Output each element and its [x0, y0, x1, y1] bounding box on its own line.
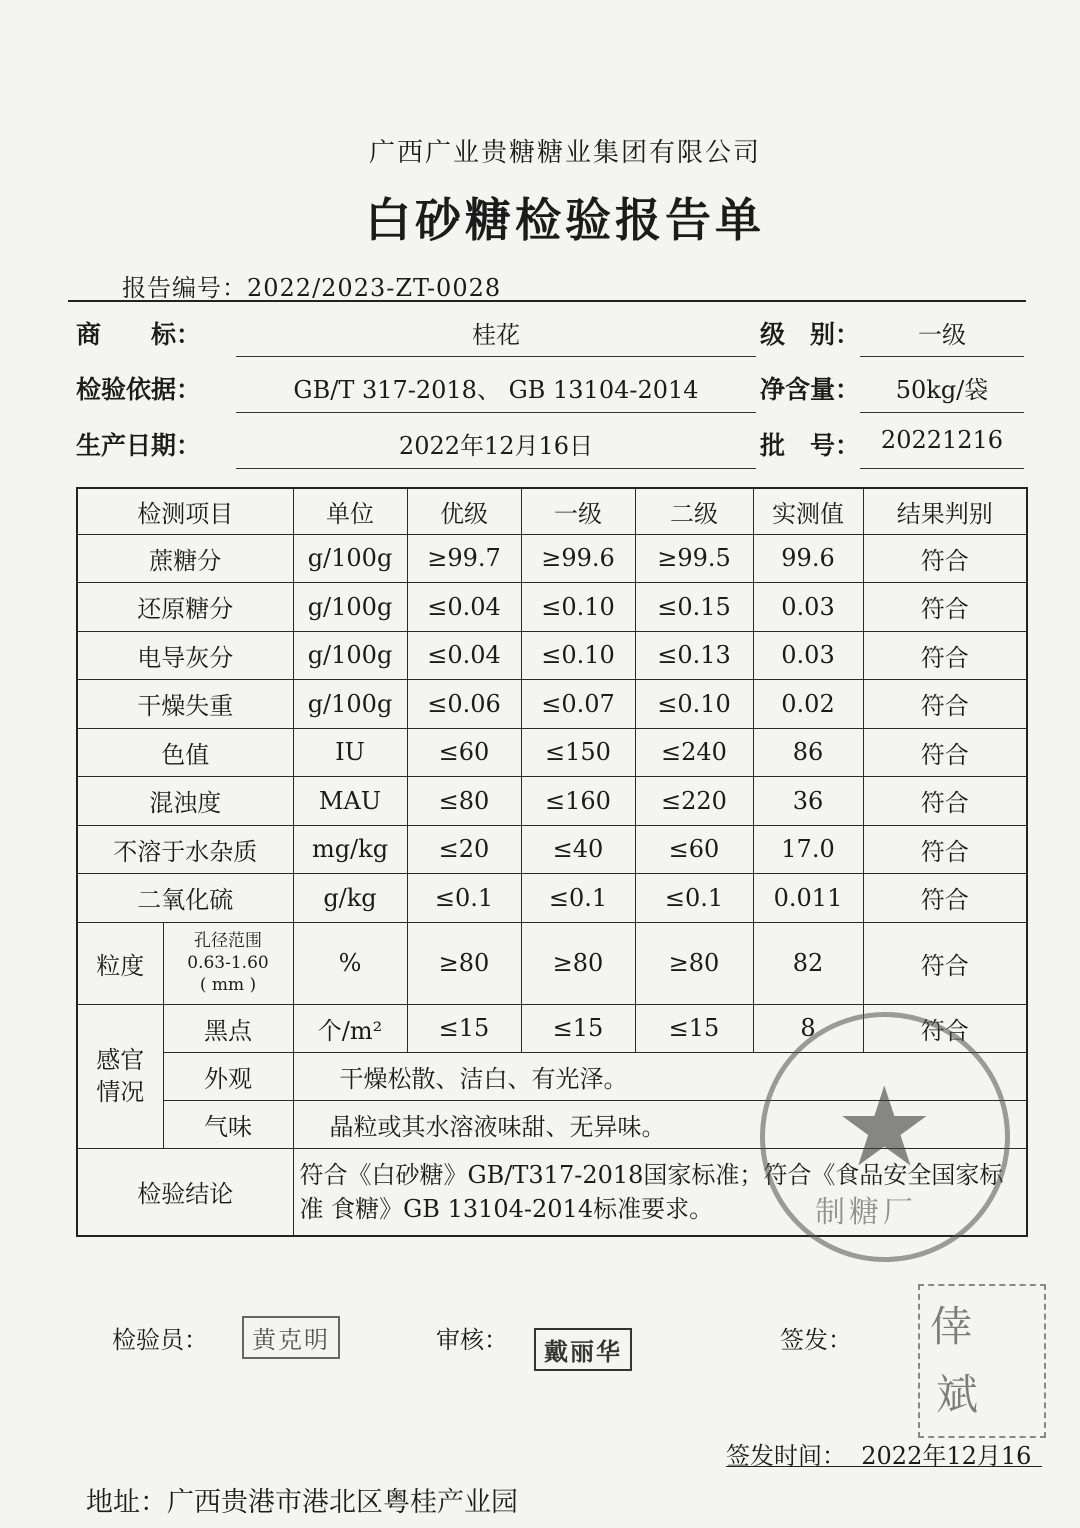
table-cell: 符合 [863, 1004, 1027, 1052]
batch-label: 批 号： [760, 431, 861, 460]
table-cell: g/100g [293, 631, 407, 680]
table-row [77, 728, 1027, 777]
header-cell: 实测值 [753, 488, 863, 534]
inspector-stamp: 黄克明 [242, 1316, 340, 1359]
table-cell: ≤0.04 [407, 631, 521, 680]
report-number-value: 2022/2023-ZT-0028 [247, 274, 502, 302]
table-row [77, 583, 1027, 632]
table-cell: ≥99.6 [521, 534, 635, 583]
star-icon: ★ [835, 1063, 934, 1191]
table-cell: % [293, 922, 407, 1004]
footer-address [86, 1480, 518, 1519]
table-cell: g/100g [293, 583, 407, 632]
table-cell: 符合 [863, 874, 1027, 923]
table-cell: 0.011 [753, 874, 863, 923]
table-cell: 0.03 [753, 631, 863, 680]
batch-value: 20221216 [880, 426, 1004, 454]
table-cell: 符合 [863, 680, 1027, 729]
conclusion-label: 检验结论 [77, 1148, 293, 1236]
granularity-row [77, 922, 1027, 1004]
table-cell: ≤60 [407, 728, 521, 777]
grade-underline [860, 356, 1024, 357]
top-rule [68, 300, 1026, 302]
brand-label: 商 标： [76, 320, 202, 349]
table-cell: ≤15 [635, 1004, 753, 1052]
reviewer-label: 审核： [436, 1326, 508, 1354]
table-cell: ≥80 [635, 922, 753, 1004]
table-cell: ≥80 [407, 922, 521, 1004]
table-cell: ≥99.5 [635, 534, 753, 583]
sensory-label: 感官情况 [77, 1004, 163, 1148]
table-cell: 17.0 [753, 825, 863, 874]
table-cell: ≤20 [407, 825, 521, 874]
table-cell: 外观 [163, 1052, 293, 1100]
table-row [77, 680, 1027, 729]
table-cell: ≤0.10 [521, 631, 635, 680]
table-cell: 符合 [863, 534, 1027, 583]
header-cell: 二级 [635, 488, 753, 534]
table-cell: g/100g [293, 680, 407, 729]
seal-text: 制糖厂 [815, 1195, 917, 1230]
batch-underline [860, 468, 1024, 469]
header-cell: 检测项目 [77, 488, 293, 534]
signature-char: 倖 [930, 1302, 973, 1351]
table-cell: ≤15 [407, 1004, 521, 1052]
table-cell: 黑点 [163, 1004, 293, 1052]
issuer-signature-stamp [918, 1284, 1046, 1438]
table-cell: 82 [753, 922, 863, 1004]
table-cell: 0.03 [753, 583, 863, 632]
table-cell: 符合 [863, 922, 1027, 1004]
grade-label: 级 别： [760, 320, 861, 349]
granularity-sub-range: 0.63-1.60 [187, 953, 269, 973]
table-cell: 个/m² [293, 1004, 407, 1052]
table-cell: 99.6 [753, 534, 863, 583]
table-cell: ≤0.10 [521, 583, 635, 632]
basis-value: GB/T 317-2018、 GB 13104-2014 [293, 376, 699, 404]
table-cell: MAU [293, 777, 407, 826]
date-label: 生产日期： [76, 431, 202, 460]
official-seal [760, 1012, 1010, 1262]
address-label: 地址： [86, 1487, 167, 1518]
conclusion-value: 符合《白砂糖》GB/T317-2018国家标准；符合《食品安全国家标准 食糖》GB 13104-2014标准要求。 [293, 1148, 1027, 1236]
issue-time-value: 2022年12月16 [861, 1442, 1032, 1470]
table-cell: g/100g [293, 534, 407, 583]
issue-time-underline [726, 1466, 1042, 1467]
table-cell: ≤0.06 [407, 680, 521, 729]
table-cell: ≤0.07 [521, 680, 635, 729]
basis-label: 检验依据： [76, 375, 202, 404]
net-value: 50kg/袋 [895, 376, 989, 404]
item-name-cell: 不溶于水杂质 [77, 825, 293, 874]
table-header-row [77, 488, 1027, 534]
table-cell: 8 [753, 1004, 863, 1052]
table-cell: 36 [753, 777, 863, 826]
table-body [77, 534, 1027, 922]
granularity-range-cell [163, 922, 293, 1004]
granularity-sub-unit: ( mm ) [199, 975, 257, 995]
table-cell: ≤0.13 [635, 631, 753, 680]
granularity-label: 粒度 [77, 922, 163, 1004]
table-cell: ≤0.1 [635, 874, 753, 923]
item-name-cell: 蔗糖分 [77, 534, 293, 583]
granularity-sub-title: 孔径范围 [194, 931, 262, 951]
date-underline [236, 468, 756, 469]
table-cell: 0.02 [753, 680, 863, 729]
table-cell: ≤220 [635, 777, 753, 826]
brand-value: 桂花 [472, 321, 520, 349]
table-row [77, 777, 1027, 826]
table-cell: 符合 [863, 777, 1027, 826]
table-cell: 符合 [863, 583, 1027, 632]
item-name-cell: 混浊度 [77, 777, 293, 826]
basis-underline [236, 412, 756, 413]
table-cell: ≤0.1 [521, 874, 635, 923]
reviewer-stamp: 戴丽华 [534, 1328, 632, 1371]
item-name-cell: 色值 [77, 728, 293, 777]
header-cell: 单位 [293, 488, 407, 534]
header-cell: 结果判别 [863, 488, 1027, 534]
table-cell: ≤0.10 [635, 680, 753, 729]
table-cell: ≤80 [407, 777, 521, 826]
appearance-value: 干燥松散、洁白、有光泽。 [293, 1052, 1027, 1100]
table-cell: ≤0.15 [635, 583, 753, 632]
item-name-cell: 二氧化硫 [77, 874, 293, 923]
issuer-label: 签发： [780, 1326, 852, 1354]
issue-time-label: 签发时间： [726, 1442, 846, 1470]
grade-value: 一级 [918, 321, 966, 349]
net-label: 净含量： [760, 375, 861, 404]
report-title: 白砂糖检验报告单 [365, 193, 765, 247]
table-cell: ≤15 [521, 1004, 635, 1052]
table-row [77, 631, 1027, 680]
report-number [122, 268, 501, 303]
table-cell: 气味 [163, 1100, 293, 1148]
table-cell: 符合 [863, 825, 1027, 874]
table-cell: mg/kg [293, 825, 407, 874]
inspector-label: 检验员： [112, 1326, 208, 1354]
table-cell: ≥80 [521, 922, 635, 1004]
table-cell: 86 [753, 728, 863, 777]
signature-char: 斌 [936, 1370, 979, 1419]
item-name-cell: 电导灰分 [77, 631, 293, 680]
address-value: 广西贵港市港北区粤桂产业园 [167, 1487, 518, 1518]
table-cell: ≤0.1 [407, 874, 521, 923]
table-cell: IU [293, 728, 407, 777]
table-cell: ≤160 [521, 777, 635, 826]
net-underline [860, 412, 1024, 413]
table-cell: ≤240 [635, 728, 753, 777]
table-cell: ≤40 [521, 825, 635, 874]
table-cell: ≤0.04 [407, 583, 521, 632]
table-cell: ≤150 [521, 728, 635, 777]
table-cell: g/kg [293, 874, 407, 923]
date-value: 2022年12月16日 [398, 432, 594, 460]
brand-underline [236, 356, 756, 357]
table-cell: 符合 [863, 631, 1027, 680]
table-row [77, 825, 1027, 874]
smell-value: 晶粒或其水溶液味甜、无异味。 [293, 1100, 1027, 1148]
company-name: 广西广业贵糖糖业集团有限公司 [368, 138, 761, 168]
table-cell: ≥99.7 [407, 534, 521, 583]
table-row [77, 534, 1027, 583]
item-name-cell: 还原糖分 [77, 583, 293, 632]
table-cell: ≤60 [635, 825, 753, 874]
item-name-cell: 干燥失重 [77, 680, 293, 729]
header-cell: 优级 [407, 488, 521, 534]
table-cell: 符合 [863, 728, 1027, 777]
header-cell: 一级 [521, 488, 635, 534]
report-number-label: 报告编号： [122, 274, 247, 302]
table-row [77, 874, 1027, 923]
